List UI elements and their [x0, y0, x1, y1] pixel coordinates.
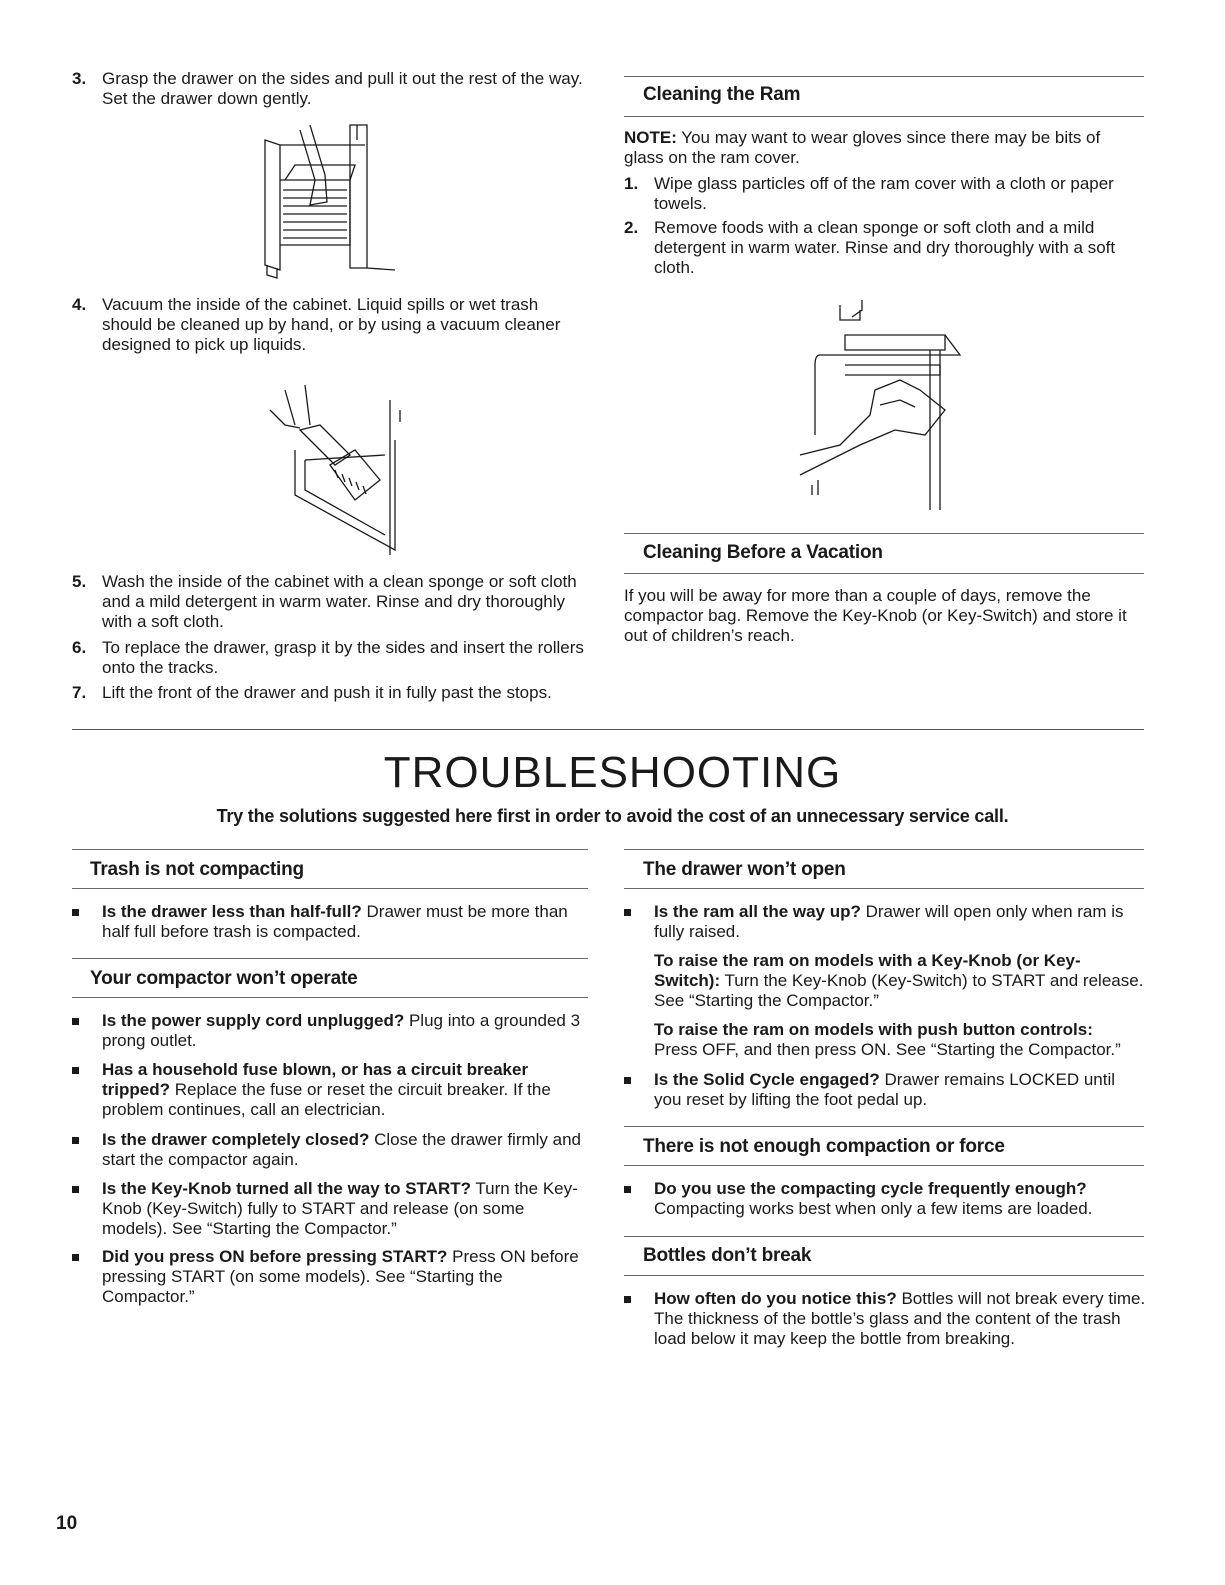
- section-heading-vacation: Cleaning Before a Vacation: [643, 542, 883, 563]
- question: How often do you notice this?: [654, 1289, 897, 1308]
- sub-answer: Press OFF, and then press ON. See “Starting the Compactor.”: [654, 1040, 1121, 1059]
- divider: [624, 1126, 1144, 1127]
- divider: [624, 1236, 1144, 1237]
- step-text: Wash the inside of the cabinet with a clean sponge or soft cloth and a mild detergent in warm water. Rinse and dry thoroughly with a soft cloth.: [102, 572, 577, 631]
- step-number: 5.: [72, 572, 87, 591]
- bullet-marker: [72, 1067, 79, 1074]
- step-text: Wipe glass particles off of the ram cover with a cloth or paper towels.: [654, 174, 1114, 213]
- page-subtitle: Try the solutions suggested here first in order to avoid the cost of an unnecessary service call.: [216, 806, 1009, 826]
- step-text: To replace the drawer, grasp it by the sides and insert the rollers onto the tracks.: [102, 638, 584, 677]
- question: Do you use the compacting cycle frequently enough?: [654, 1179, 1087, 1198]
- answer: Press ON before pressing START (on some models). See “Starting the Compactor.”: [102, 1247, 579, 1306]
- sub-item: [654, 1020, 1146, 1060]
- answer: Replace the fuse or reset the circuit breaker. If the problem continues, call an electrician.: [102, 1080, 551, 1119]
- sub-item: [654, 951, 1146, 1011]
- sub-question: To raise the ram on models with push button controls:: [654, 1020, 1093, 1039]
- divider: [624, 533, 1144, 534]
- divider-full: [72, 729, 1144, 730]
- divider: [624, 1275, 1144, 1276]
- step-text: Remove foods with a clean sponge or soft cloth and a mild detergent in warm water. Rinse and dry thoroughly with a soft cloth.: [654, 218, 1116, 277]
- answer: Drawer remains LOCKED until you reset by lifting the foot pedal up.: [654, 1070, 1116, 1109]
- divider: [624, 116, 1144, 117]
- step-number: 4.: [72, 295, 87, 314]
- divider: [72, 849, 588, 850]
- step-text: Vacuum the inside of the cabinet. Liquid spills or wet trash should be cleaned up by hand, or by using a vacuum cleaner designed to pick up liquids.: [102, 295, 561, 354]
- answer: Plug into a grounded 3 prong outlet.: [102, 1011, 581, 1050]
- bullet-marker: [624, 1296, 631, 1303]
- note-text: You may want to wear gloves since there may be bits of glass on the ram cover.: [624, 128, 1101, 167]
- question: Is the drawer completely closed?: [102, 1130, 370, 1149]
- divider: [72, 888, 588, 889]
- vacuum-cabinet-illustration: [260, 370, 410, 560]
- vacation-text: If you will be away for more than a couple of days, remove the compactor bag. Remove the Key-Knob (or Key-Switch) and store it out of children’s reach.: [624, 586, 1127, 645]
- sub-question: To raise the ram on models with a Key-Knob (or Key-Switch):: [654, 951, 1081, 990]
- bullet-marker: [624, 909, 631, 916]
- ram-cleaning-illustration: [800, 295, 970, 515]
- ram-note: [624, 128, 1144, 168]
- divider: [624, 573, 1144, 574]
- section-heading-compactor-wont-operate: Your compactor won’t operate: [90, 968, 358, 989]
- step-number: 2.: [624, 218, 639, 237]
- answer: Close the drawer firmly and start the compactor again.: [102, 1130, 582, 1169]
- step-number: 1.: [624, 174, 639, 193]
- bullet-marker: [72, 909, 79, 916]
- step-text: Grasp the drawer on the sides and pull it out the rest of the way. Set the drawer down gently.: [102, 69, 583, 108]
- answer: Drawer will open only when ram is fully raised.: [654, 902, 1124, 941]
- question: Is the Key-Knob turned all the way to START?: [102, 1179, 471, 1198]
- question: Is the Solid Cycle engaged?: [654, 1070, 880, 1089]
- answer: Turn the Key-Knob (Key-Switch) fully to START and release (on some models). See “Starting the Compactor.”: [102, 1179, 578, 1238]
- divider: [624, 849, 1144, 850]
- question: Is the ram all the way up?: [654, 902, 861, 921]
- answer: Compacting works best when only a few items are loaded.: [654, 1199, 1093, 1218]
- step-number: 3.: [72, 69, 87, 88]
- divider: [624, 888, 1144, 889]
- bullet-marker: [72, 1254, 79, 1261]
- question: Did you press ON before pressing START?: [102, 1247, 448, 1266]
- page-number: 10: [56, 1513, 78, 1534]
- question: Is the power supply cord unplugged?: [102, 1011, 405, 1030]
- page-title: TROUBLESHOOTING: [383, 748, 842, 797]
- question: Has a household fuse blown, or has a circuit breaker tripped?: [102, 1060, 529, 1099]
- divider: [624, 76, 1144, 77]
- section-heading-trash-not-compacting: Trash is not compacting: [90, 859, 304, 880]
- section-heading-bottles: Bottles don’t break: [643, 1245, 812, 1266]
- bullet-marker: [624, 1077, 631, 1084]
- section-heading-drawer-wont-open: The drawer won’t open: [643, 859, 846, 880]
- sub-answer: Turn the Key-Knob (Key-Switch) to START and release. See “Starting the Compactor.”: [654, 971, 1144, 1010]
- bullet-marker: [624, 1186, 631, 1193]
- divider: [72, 997, 588, 998]
- step-number: 6.: [72, 638, 87, 657]
- bullet-marker: [72, 1018, 79, 1025]
- question: Is the drawer less than half-full?: [102, 902, 362, 921]
- note-label: NOTE:: [624, 128, 677, 147]
- section-heading-cleaning-ram: Cleaning the Ram: [643, 84, 801, 105]
- divider: [624, 1165, 1144, 1166]
- answer: Bottles will not break every time. The thickness of the bottle’s glass and the content of the trash load below it may keep the bottle from breaking.: [654, 1289, 1146, 1348]
- bullet-marker: [72, 1137, 79, 1144]
- answer: Drawer must be more than half full before trash is compacted.: [102, 902, 568, 941]
- section-heading-not-enough-compaction: There is not enough compaction or force: [643, 1136, 1005, 1157]
- step-text: Lift the front of the drawer and push it in fully past the stops.: [102, 683, 552, 702]
- step-number: 7.: [72, 683, 87, 702]
- bullet-marker: [72, 1186, 79, 1193]
- divider: [72, 958, 588, 959]
- drawer-removal-illustration: [255, 120, 405, 280]
